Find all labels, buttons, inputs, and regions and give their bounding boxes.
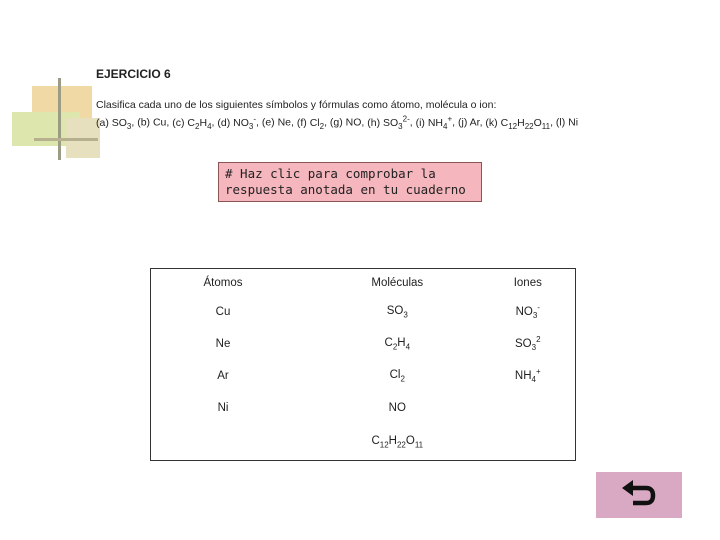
table-cell	[151, 424, 315, 461]
formula-item: (c) $C_2H_4$	[172, 116, 212, 131]
table-cell: Ne	[215, 338, 231, 350]
formula-item: (a) $SO_3$	[96, 116, 132, 131]
return-arrow-icon	[621, 480, 657, 510]
table-cell: $NH_4^+$	[514, 367, 541, 385]
table-row	[151, 392, 576, 424]
check-answer-button[interactable]: # Haz clic para comprobar la respuesta anotada en tu cuaderno	[218, 162, 482, 202]
formula-item: (f) $Cl_2$	[296, 116, 325, 131]
table-header-row	[151, 269, 576, 297]
return-button[interactable]	[596, 472, 682, 518]
table-row	[151, 360, 576, 392]
formula-item: (k) $C_{12}H_{22}O_{11}$	[485, 116, 551, 131]
table-cell: Cu	[215, 306, 231, 318]
table-cell: $Cl_2$	[389, 368, 405, 384]
answer-table	[150, 268, 576, 461]
formula-item: (j) Ar	[457, 116, 480, 129]
header-molecules: Moléculas	[371, 276, 424, 289]
exercise-title: EJERCICIO 6	[96, 67, 171, 81]
formula-item: (d) $NO_3^-$	[217, 114, 256, 131]
exercise-instruction: Clasifica cada uno de los siguientes símbolos y fórmulas como átomo, molécula o ion:	[96, 99, 497, 111]
decor-vertical-line	[58, 78, 61, 160]
table-cell: $C_{12}H_{22}O_{11}$	[371, 434, 424, 450]
header-ions: Iones	[513, 276, 542, 289]
formula-item: (h) $SO_3^{2-}$	[367, 114, 410, 131]
formula-list: (a) $SO_3$, (b) Cu, (c) $C_2H_4$, (d) $NO_3^-$, (e) Ne, (f) $Cl_2$, (g) NO, (h) $SO_3^{2-}$, (i) $NH_4^+$, (j) Ar, (k) $C_{12}H_{22}O_{11}$, (l) Ni	[96, 114, 579, 131]
formula-item: (g) NO	[329, 116, 362, 129]
table-row	[151, 328, 576, 360]
exercise-description	[96, 98, 578, 134]
table-cell: $SO_3^2$	[515, 335, 541, 353]
table-cell: $SO_3$	[386, 304, 408, 320]
table-cell: Ar	[217, 370, 229, 382]
table-cell: $NO_3^-$	[515, 303, 540, 321]
table-cell	[481, 424, 576, 461]
formula-item: (i) $NH_4^+$	[415, 114, 453, 131]
decor-horizontal-line	[34, 138, 98, 141]
table-row	[151, 296, 576, 328]
table-cell: $C_2H_4$	[384, 336, 411, 352]
table-cell: Ni	[217, 402, 229, 414]
table-row	[151, 424, 576, 461]
formula-item: (b) Cu	[137, 116, 167, 129]
formula-item: (e) Ne	[261, 116, 292, 129]
table-cell	[481, 392, 576, 424]
table-cell: NO	[388, 402, 406, 414]
formula-item: (l) Ni	[555, 116, 579, 129]
header-atoms: Átomos	[203, 276, 243, 289]
